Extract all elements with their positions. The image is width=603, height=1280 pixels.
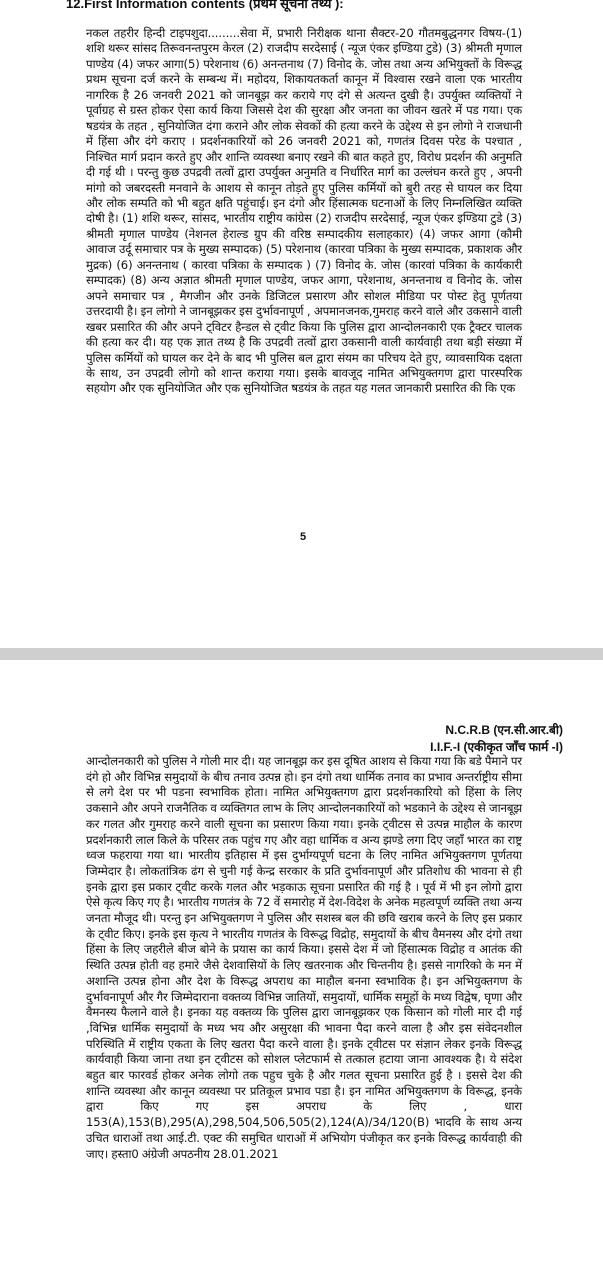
document-page-2: [0, 660, 603, 1280]
page-number: 5: [300, 531, 307, 543]
iif-form-header: I.I.F.-I (एकीकृत जाँच फार्म -I): [430, 740, 563, 754]
fir-body-text-page-2: आन्दोलनकारी को पुलिस ने गोली मार दी। यह जानबूझ कर इस दूषित आशय से किया गया कि बडे पैमाने पर दंगे हो और विभिन्न समुदायों के बीच तनाव उत्पन्न हो। इन दंगो तथा धार्मिक तनाव का प्रभाव अन्तर्राष्ट्रीय सीमा से लगे देश पर भी पडना स्वभाविक होता। नामित अभियुक्तगण द्वारा प्रदर्शनकारियो को हिंसा के लिए उकसाने और अपने राजनैतिक व व्यक्तिगत लाभ के लिए आन्दोलनकारियों को भडकाने के उद्देश्य से जानबूझ कर गलत और गुमराह करने वाली सूचना का प्रसारण किया गया। इनके ट्वीटस से उत्पन्न माहौल के कारण प्रदर्शनकारी लाल किले के परिसर तक पहुंच गए और वहा धार्मिक व अन्य झण्डे लगा दिए जहाँ भारत का राष्ट्र ध्वज फहराया गया था। भारतीय इतिहास में इस दुर्भाग्यपूर्ण घटना के लिए नामित अभियुक्तगण पूर्णतया जिम्मेदार है। लोकतांत्रिक ढंग से चुनी गई केन्द्र सरकार के प्रति दुर्भावनापूर्ण और प्रतिशोध की भावना से ही इनके द्वारा इस प्रकार ट्वीट करके गलत और भड़काऊ सूचना प्रसारित की गई है । पूर्व में भी इन लोगो द्वारा ऐसे कृत्य किए गए है। भारतीय गणतंत्र के 72 वें समारोह में देश-विदेश के अनेक महत्वपूर्ण व्यक्ति तथा अन्य जनता मौजूद थी। परन्तु इन अभियुक्तगण ने पुलिस और सशस्त्र बल की छवि खराब करने के लिए इस प्रकार के ट्वीट किए। इनके इस कृत्य ने भारतीय गणतंत्र के विरूद्ध विद्रोह, समुदायों के बीच वैमनस्य और दंगो तथा हिंसा के लिए जहरीले बीज बोने के प्रयास का कार्य किया। इससे देश में जो हिंसात्मक विद्रोह व आतंक की स्थिति उत्पन्न होती वह हमारे जैसे देशवासियों के लिए खतरनाक और चिन्तनीय है। इससे नागरिको के मन में अशान्ति उत्पन्न होना और देश के विरूद्ध अपराध का माहौल बनना स्वभाविक है। इन अभियुक्तगण के दुर्भावनापूर्ण और गैर जिम्मेदाराना वक्तव्य विभिन्न जातियों, समुदायों, धार्मिक समूहों के मध्य विद्वेष, घृणा और वैमनस्य फैलाने वाले है। इनका यह वक्तव्य कि पुलिस द्वारा जानबूझकर एक किसान को गोली मार दी गई ,विभिन्न धार्मिक समुदायों के मध्य भय और असुरक्षा की भावना पैदा करने वाला है और इस संवेदनशील परिस्थिति में राष्ट्रीय एकता के लिए खतरा पैदा करने वाला है। इनके ट्वीटस पर संज्ञान लेकर इनके विरूद्ध कार्यवाही किया जाना तथा इन ट्वीटस को सोशल प्लेटफार्म से तत्काल हटाया जाना आवश्यक है। ये संदेश बहुत बार फारवर्ड होकर अनेक लोगो तक पहुच चुके है और गलत सूचना प्रसारित हुई है । इससे देश की शान्ति व्यवस्था और कानून व्यवस्था पर प्रतिकूल प्रभाव पडा है। इन नामित अभियुक्तगण के विरूद्ध, इनके द्वारा किए गए इस अपराध के लिए , धारा 153(A),153(B),295(A),298,504,506,505(2),124(A)/34/120(B) भादवि के साथ अन्य उचित धाराओं तथा आई.टी. एक्ट की समुचित धाराओं में अभियोग पंजीकृत कर इनके विरूद्ध कार्यवाही की जाए। हस्ता0 अंग्रेजी अपठनीय 28.01.2021: [86, 754, 522, 1161]
fir-body-text-page-1: नकल तहरीर हिन्दी टाइपशुदा.........सेवा में, प्रभारी निरीक्षक थाना सैक्टर-20 गौतमबुद्धनगर विषय-(1) शशि थरूर सांसद तिरूवनन्तपुरम केरल (2) राजदीप सरदेसाई ( न्यूज एंकर इण्डिया टुडे) (3) श्रीमती मृणाल पाण्डेय (4) जफर आगा(5) परेशनाथ (6) अनन्तनाथ (7) विनोद के. जोस तथा अन्य अभियुक्तों के विरूद्ध प्रथम सूचना दर्ज करने के सम्बन्ध में। महोदय, शिकायतकर्ता कानून में विश्वास रखने वाला एक भारतीय नागरिक है 26 जनवरी 2021 को जानबूझ कर कराये गए दंगे से अत्यन्त दुखी है। उपर्युक्त व्यक्तियों ने पूर्वाग्रह से ग्रस्त होकर ऐसा कार्य किया जिससे देश की सुरक्षा और जनता का जीवन खतरे में पड गया। एक षडयंत्र के तहत , सुनियोजित दंगा कराने और लोक सेवकों की हत्या करने के उद्देश्य से इन लोगो ने राजधानी में हिंसा और दंगे कराए । प्रदर्शनकारियों को 26 जनवरी 2021 को, गणतंत्र दिवस परेड के पश्चात , निश्चित मार्ग प्रदान करते हुए और शान्ति व्यवस्था बनाए रखने की बात कहते हुए, विरोध प्रदर्शन की अनुमति दी गई थी । परन्तु कुछ उपद्रवी तत्वों द्वारा उपर्युक्त अनुमति व निर्धारित मार्ग का उल्लंघन करते हुए , अपनी मांगो को जबरदस्ती मनवाने के आशय से कानून तोड़ते हुए पुलिस कर्मियों को बुरी तरह से घायल कर दिया और लोक सम्पति को भी बहुत क्षति पहुंचाई। इन दंगो और हिंसात्मक घटनाओं के लिए निम्नलिखित व्यक्ति दोषी है। (1) शशि थरूर, सांसद, भारतीय राष्ट्रीय कांग्रेस (2) राजदीप सरदेसाई, न्यूज एंकर इण्डिया टुडे (3) श्रीमती मृणाल पाण्डेय (नेशनल हेराल्ड ग्रुप की वरिष्ठ सम्पादकीय सलाहकार) (4) जफर आगा (कौमी आवाज उर्दू समाचार पत्र के मुख्य सम्पादक) (5) परेशनाथ (कारवा पत्रिका के मुख्य सम्पादक, प्रकाशक और मुद्रक) (6) अनन्तनाथ ( कारवा पत्रिका के सम्पादक ) (7) विनोद के. जोस (कारवां पत्रिका के कार्यकारी सम्पादक) (8) अन्य अज्ञात श्रीमती मृणाल पाण्डेय, जफर आगा, परेशनाथ, अनन्तनाथ व विनोद के. जोस अपने समाचार पत्र , मैगजीन और उनके डिजिटल प्रसारण और सोशल मीडिया पर पोस्ट हेतु पूर्णतया उत्तरदायी है। इन लोगो ने जानबूझकर इस दुर्भावनापूर्ण , अपमानजनक,गुमराह करने वाले और उकसाने वाली खबर प्रसारित की और अपने ट्विटर हैन्डल से ट्वीट किया कि पुलिस द्वारा आन्दोलनकारी एक ट्रैक्टर चालक की हत्या कर दी। यह एक ज्ञात तथ्य है कि उपद्रवी तत्वों द्वारा उकसानी वाली कार्यवाही तथा बड़ी संख्या में पुलिस कर्मियों को घायल कर देने के बाद भी पुलिस बल द्वारा संयम का परिचय देते हुए, व्यावसायिक दक्षता के साथ, उन उपद्रवी लोगो को शान्त कराया गया। इसके बावजूद नामित अभियुक्तगण द्वारा पारस्परिक सहयोग और एक सुनियोजित और एक सुनियोजित षडयंत्र के तहत यह गलत जानकारी प्रसारित की कि एक: [86, 26, 522, 396]
ncrb-header: N.C.R.B (एन.सी.आर.बी): [445, 723, 563, 737]
section-heading: 12.First Information contents (प्रथम सूचना तथ्य ):: [66, 0, 344, 11]
